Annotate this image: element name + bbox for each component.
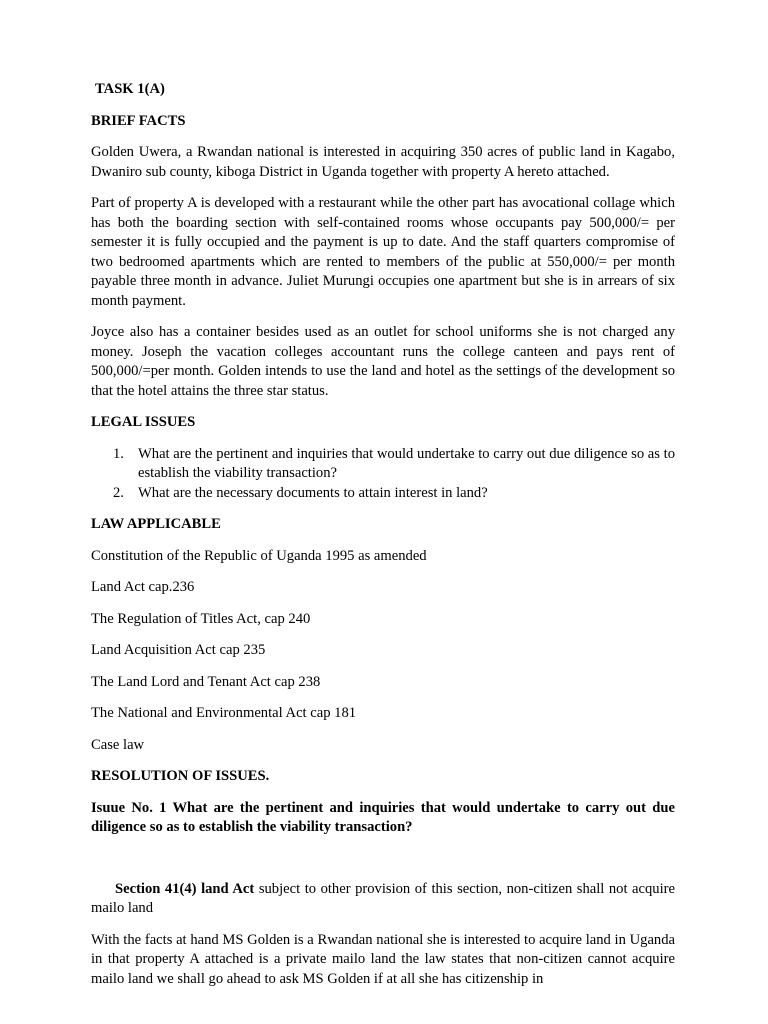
section-reference: Section 41(4) land Act <box>115 880 255 897</box>
law-item-landlord-tenant: The Land Lord and Tenant Act cap 238 <box>91 673 321 690</box>
law-item-land-act: Land Act cap.236 <box>91 579 195 595</box>
analysis-paragraph: With the facts at hand MS Golden is a Rwandan national she is interested to acquire land in Uganda in that property A attached is a private mailo land the law states that non-citizen cannot acquire mailo land we shall go ahead to ask MS Golden if at all she has citizenship in <box>91 931 675 987</box>
issue-one-heading: Isuue No. 1 What are the pertinent and inquiries that would undertake to carry out due diligence so as to establish the viability transaction? <box>91 799 675 835</box>
task-title: TASK 1(A) <box>95 81 165 97</box>
legal-issue-text: What are the pertinent and inquiries that would undertake to carry out due diligence so as to establish the viability transaction? <box>138 445 675 481</box>
legal-issues-heading: LEGAL ISSUES <box>91 414 196 430</box>
law-item-registration-titles: The Regulation of Titles Act, cap 240 <box>91 610 311 627</box>
legal-issue-text: What are the necessary documents to attain interest in land? <box>138 484 488 501</box>
brief-facts-heading: BRIEF FACTS <box>91 112 186 129</box>
law-item-case-law: Case law <box>91 736 145 753</box>
brief-facts-paragraph-2: Part of property A is developed with a restaurant while the other part has avocational collage which has both the boarding section with self-contained rooms whose occupants pay 500,000/= per semester it is fully occupied and the payment is up to date. And the staff quarters compromise of two bedroomed apartments which are rented to members of the public at 550,000/= per month payable three month in advance. Juliet Murungi occupies one apartment but she is in arrears of six month payment. <box>91 195 675 309</box>
blank-spacer <box>91 850 675 880</box>
document-page <box>91 80 675 1001</box>
law-item-environmental: The National and Environmental Act cap 181 <box>91 705 357 721</box>
section-paragraph <box>91 880 675 919</box>
legal-issues-list <box>91 445 675 504</box>
law-item-constitution: Constitution of the Republic of Uganda 1995 as amended <box>91 547 427 564</box>
legal-issue-item <box>91 484 675 504</box>
law-item-land-acquisition: Land Acquisition Act cap 235 <box>91 642 266 658</box>
legal-issue-item <box>91 445 675 484</box>
resolution-heading: RESOLUTION OF ISSUES. <box>91 768 270 784</box>
brief-facts-paragraph-3: Joyce also has a container besides used as an outlet for school uniforms she is not charged any money. Joseph the vacation colleges accountant runs the college canteen and pays rent of 500,000/=per month. Golden intends to use the land and hotel as the settings of the development so that the hotel attains the three star status. <box>91 324 675 399</box>
law-applicable-heading: LAW APPLICABLE <box>91 516 221 532</box>
section-text: subject to other provision of this section, non-citizen shall not acquire mailo land <box>91 880 675 916</box>
legal-issue-number: 1. <box>113 445 124 462</box>
legal-issue-number: 2. <box>113 484 124 501</box>
brief-facts-paragraph-1: Golden Uwera, a Rwandan national is interested in acquiring 350 acres of public land in Kagabo, Dwaniro sub county, kiboga District in Uganda together with property A hereto attached. <box>91 144 675 180</box>
